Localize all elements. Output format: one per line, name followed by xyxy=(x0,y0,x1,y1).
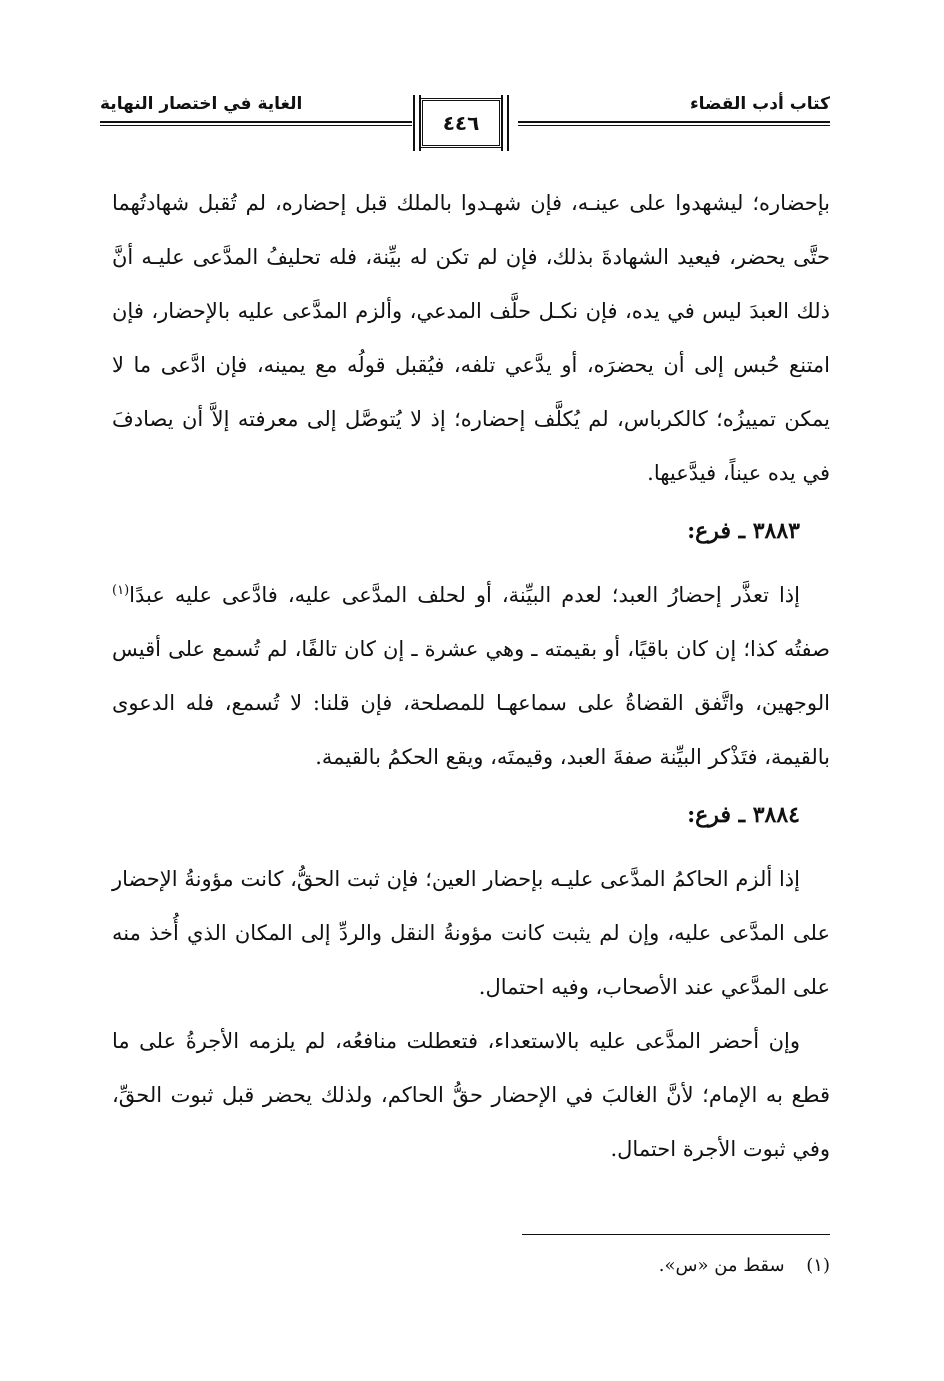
paragraph-text: صفتُه كذا؛ إن كان باقيًا، أو بقيمته ـ وهي عشرة ـ إن كان تالفًا، لم تُسمع على أقيس الوجهين، واتَّفق القضاةُ على سماعهـا للمصلحة، فإن قلنا: لا تُسمع، فله الدعوى بالقيمة، فتَذْكر البيِّنة صفةَ العبد، وقيمتَه، ويقع الحكمُ بالقيمة. xyxy=(112,637,830,769)
header-rule-right xyxy=(518,121,830,123)
main-text xyxy=(112,176,830,1176)
header-rule-left-thin xyxy=(100,125,412,126)
book-title: الغاية في اختصار النهاية xyxy=(100,94,303,114)
paragraph: وإن أحضر المدَّعى عليه بالاستعداء، فتعطلت منافعُه، لم يلزمه الأجرةُ على ما قطع به الإمام؛ لأنَّ الغالبَ في الإحضار حقُّ الحاكم، ولذلك يحضر قبل ثبوت الحقِّ، وفي ثبوت الأجرة احتمال. xyxy=(112,1029,830,1161)
running-header xyxy=(100,88,830,150)
paragraph-text: إذا تعذَّر إحضارُ العبد؛ لعدم البيِّنة، أو لحلف المدَّعى عليه، فادَّعى عليه عبدًا xyxy=(129,583,800,607)
footnote-text: سقط من «س». xyxy=(658,1255,785,1276)
paragraph xyxy=(112,568,830,784)
paragraph: بإحضاره؛ ليشهدوا على عينـه، فإن شهـدوا بالملك قبل إحضاره، لم تُقبل شهادتُهما حتَّى يحضر، فيعيد الشهادةَ بذلك، فإن لم تكن له بيِّنة، فله تحليفُ المدَّعى عليـه أنَّ ذلك العبدَ ليس في يده، فإن نكـل حلَّف المدعي، وألزم المدَّعى عليه بالإحضار، فإن امتنع حُبس إلى أن يحضرَه، أو يدَّعي تلفه، فيُقبل قولُه مع يمينه، فإن ادَّعى ما لا يمكن تمييزُه؛ كالكرباس، لم يُكلَّف إحضاره؛ إذ لا يُتوصَّل إلى معرفته إلاَّ أن يصادفَ في يده عيناً، فيدَّعيها. xyxy=(112,191,830,485)
footnote-separator xyxy=(522,1234,830,1235)
footnote-reference[interactable]: (١) xyxy=(112,583,130,598)
chapter-title: كتاب أدب القضاء xyxy=(689,94,830,114)
page-number: ٤٤٦ xyxy=(442,111,480,135)
footnote xyxy=(230,1250,830,1282)
page-number-frame xyxy=(420,98,502,148)
paragraph: إذا ألزم الحاكمُ المدَّعى عليـه بإحضار العين؛ فإن ثبت الحقُّ، كانت مؤونةُ الإحضار على المدَّعى عليه، وإن لم يثبت كانت مؤونةُ النقل والردِّ إلى المكان الذي أُخذ منه على المدَّعي عند الأصحاب، وفيه احتمال. xyxy=(112,867,830,999)
header-rule-right-thin xyxy=(518,125,830,126)
section-heading: ٣٨٨٤ ـ فرع: xyxy=(687,802,800,828)
header-rule-left xyxy=(100,121,412,123)
footnote-mark: (١) xyxy=(806,1255,830,1276)
section-heading: ٣٨٨٣ ـ فرع: xyxy=(687,518,800,544)
